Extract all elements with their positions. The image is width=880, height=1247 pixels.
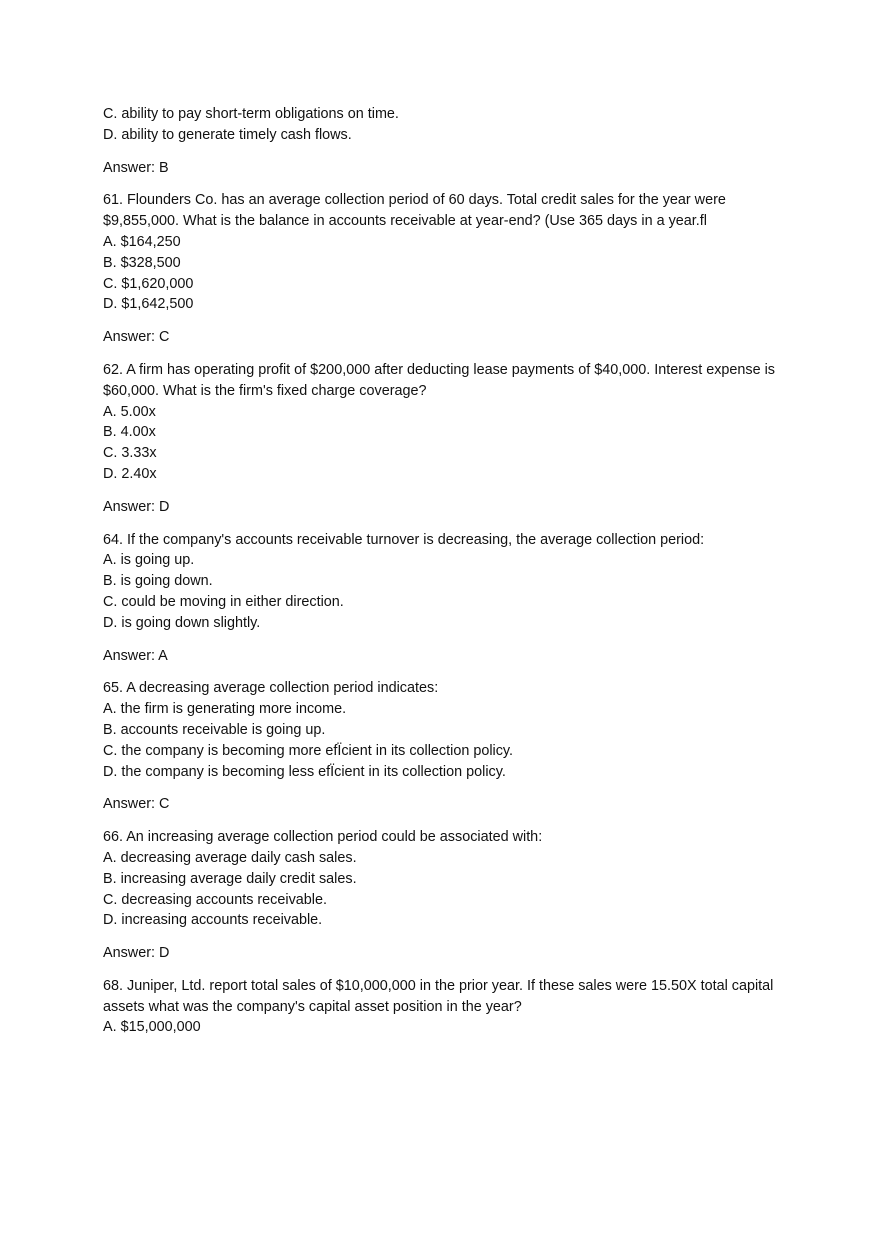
option-line: A. $164,250	[103, 233, 181, 250]
question-text: 65. A decreasing average collection period indicates:	[103, 680, 439, 697]
document-page	[103, 104, 793, 1050]
option-line: A. decreasing average daily cash sales.	[103, 849, 357, 866]
option-line: B. $328,500	[103, 254, 181, 271]
option-line: C. ability to pay short-term obligations on time.	[103, 106, 399, 122]
option-line: D. increasing accounts receivable.	[103, 912, 323, 929]
option-line: D. the company is becoming less efÏcient in its collection policy.	[103, 763, 506, 780]
answer-line: Answer: A	[103, 647, 168, 664]
answer-line: Answer: C	[103, 329, 170, 346]
question-block	[103, 678, 793, 782]
question-text: 66. An increasing average collection period could be associated with:	[103, 829, 543, 846]
option-line: D. 2.40x	[103, 465, 157, 482]
question-block	[103, 827, 793, 931]
question-text: 64. If the company's accounts receivable turnover is decreasing, the average collection period:	[103, 531, 705, 548]
option-line: D. $1,642,500	[103, 296, 194, 313]
question-text: 68. Juniper, Ltd. report total sales of $10,000,000 in the prior year. If these sales were 15.50X total capital assets what was the company's capital asset position in the year?	[103, 977, 774, 1015]
question-block	[103, 530, 793, 634]
option-line: C. could be moving in either direction.	[103, 593, 344, 610]
option-line: B. accounts receivable is going up.	[103, 721, 326, 738]
option-line: B. 4.00x	[103, 424, 156, 441]
option-line: A. the firm is generating more income.	[103, 701, 347, 718]
option-line: C. 3.33x	[103, 445, 157, 462]
option-line: B. is going down.	[103, 573, 213, 590]
option-line: C. decreasing accounts receivable.	[103, 891, 327, 908]
lead-options	[103, 104, 793, 146]
option-line: C. the company is becoming more efÏcient in its collection policy.	[103, 742, 514, 759]
answer-line: Answer: B	[103, 159, 169, 176]
answer-line: Answer: D	[103, 945, 170, 962]
answer-line: Answer: C	[103, 796, 170, 813]
option-line: C. $1,620,000	[103, 275, 194, 292]
question-block	[103, 976, 793, 1038]
option-line: A. 5.00x	[103, 403, 156, 420]
question-text: 61. Flounders Co. has an average collection period of 60 days. Total credit sales for the year were $9,855,000. What is the balance in accounts receivable at year-end? (Use 365 days in a year.ﬂ	[103, 192, 726, 230]
question-block	[103, 360, 793, 485]
question-text: 62. A firm has operating profit of $200,000 after deducting lease payments of $40,000. Interest expense is $60,000. What is the firm's fixed charge coverage?	[103, 361, 775, 399]
question-block	[103, 190, 793, 315]
option-line: D. is going down slightly.	[103, 614, 261, 631]
option-line: D. ability to generate timely cash flows.	[103, 126, 352, 143]
answer-line: Answer: D	[103, 498, 170, 515]
option-line: B. increasing average daily credit sales.	[103, 870, 357, 887]
option-line: A. $15,000,000	[103, 1019, 201, 1036]
option-line: A. is going up.	[103, 552, 195, 569]
